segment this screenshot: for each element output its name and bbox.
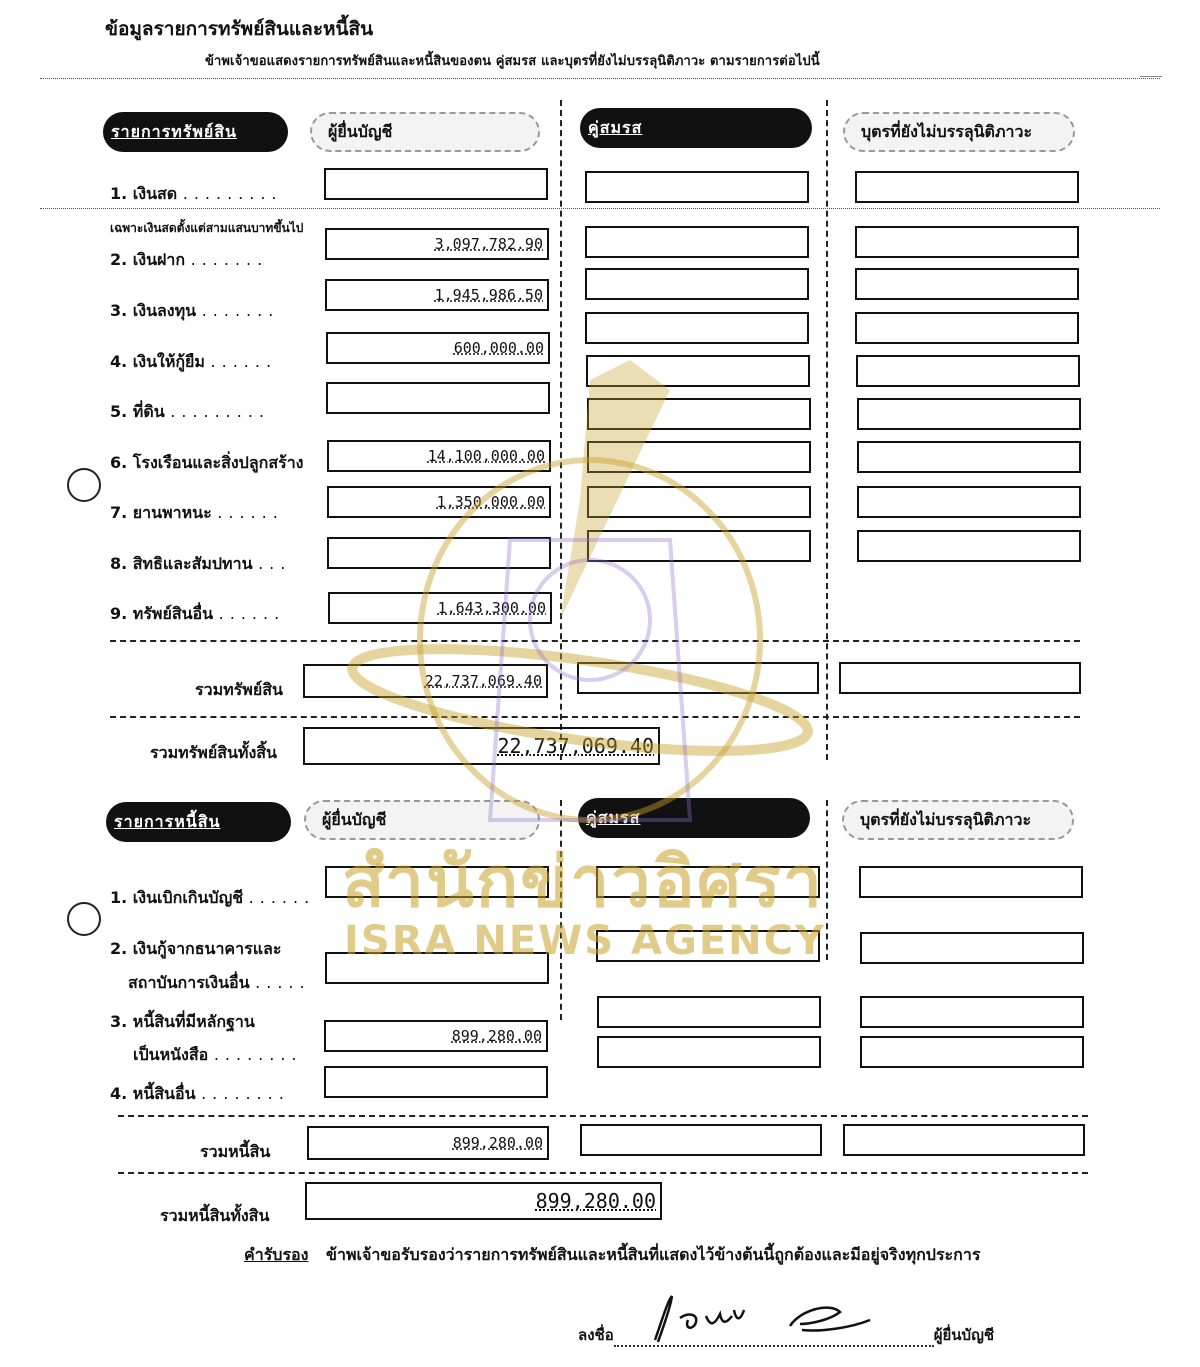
liability-children-3 — [860, 996, 1084, 1028]
asset-label-7: 7. ยานพาหนะ ...... — [110, 503, 284, 522]
sign-label: ลงชื่อ — [578, 1326, 614, 1344]
liabilities-col-spouse: คู่สมรส — [578, 798, 810, 838]
liabilities-grand-divider — [118, 1172, 1088, 1174]
asset-label-2: 2. เงินฝาก ....... — [110, 250, 269, 269]
assets-total-filer: 22,737,069.40 — [303, 664, 548, 698]
assets-total-spouse — [577, 662, 819, 694]
asset-spouse-5 — [586, 355, 810, 387]
asset-children-7 — [857, 441, 1081, 473]
handwritten-signature — [640, 1290, 900, 1350]
asset-filer-3: 1,945,986.50 — [325, 279, 549, 311]
punch-hole — [67, 902, 101, 936]
liabilities-total-children — [843, 1124, 1085, 1156]
column-divider-1 — [560, 100, 562, 760]
asset-label-6: 6. โรงเรือนและสิ่งปลูกสร้าง — [110, 453, 304, 472]
liabilities-grand-total-label: รวมหนี้สินทั้งสิน — [160, 1206, 270, 1225]
liability-children-1 — [859, 866, 1083, 898]
liability-children-4 — [860, 1036, 1084, 1068]
asset-spouse-1 — [585, 171, 809, 203]
liability-filer-3: 899,280.00 — [324, 1020, 548, 1052]
asset-filer-2: 3,097,782.90 — [325, 228, 549, 260]
document-subtitle: ข้าพเจ้าขอแสดงรายการทรัพย์สินและหนี้สินของตน คู่สมรส และบุตรที่ยังไม่บรรลุนิติภาวะ ตามรายการต่อไปนี้ — [205, 54, 820, 69]
certification-heading: คำรับรอง — [244, 1245, 309, 1264]
punch-hole — [67, 468, 101, 502]
asset-filer-5 — [326, 382, 550, 414]
liabilities-total-divider — [118, 1115, 1088, 1117]
asset-spouse-4 — [585, 312, 809, 344]
asset-filer-9: 1,643,300.00 — [328, 592, 552, 624]
assets-total-divider — [110, 640, 1080, 642]
asset-spouse-7 — [587, 441, 811, 473]
assets-col-spouse: คู่สมรส — [580, 108, 812, 148]
asset-label-3: 3. เงินลงทุน ....... — [110, 301, 280, 320]
liability-label-2b: สถาบันการเงินอื่น ..... — [128, 973, 311, 992]
asset-label-8: 8. สิทธิและสัมปทาน ... — [110, 554, 292, 573]
asset-label-9: 9. ทรัพย์สินอื่น ...... — [110, 604, 286, 623]
asset-filer-8 — [327, 537, 551, 569]
liability-label-1: 1. เงินเบิกเกินบัญชี ...... — [110, 888, 316, 907]
asset-children-5 — [856, 355, 1080, 387]
asset-children-6 — [857, 398, 1081, 430]
liabilities-section-label: รายการหนี้สิน — [106, 802, 291, 842]
liability-spouse-4 — [597, 1036, 821, 1068]
asset-children-3 — [855, 268, 1079, 300]
liability-label-4: 4. หนี้สินอื่น ........ — [110, 1084, 290, 1103]
watermark-english-text: ISRA NEWS AGENCY — [344, 918, 826, 964]
assets-total-children — [839, 662, 1081, 694]
liabilities-total-label: รวมหนี้สิน — [200, 1142, 271, 1161]
certification-text: ข้าพเจ้าขอรับรองว่ารายการทรัพย์สินและหนี้สินที่แสดงไว้ข้างต้นนี้ถูกต้องและมีอยู่จริงทุกประการ — [326, 1245, 981, 1264]
margin-mark — [1140, 76, 1162, 77]
liability-label-3b: เป็นหนังสือ ........ — [133, 1045, 303, 1064]
header-divider — [40, 78, 1160, 79]
asset-spouse-8 — [587, 486, 811, 518]
column-divider-2 — [826, 100, 828, 760]
liabilities-col-children: บุตรที่ยังไม่บรรลุนิติภาวะ — [842, 800, 1074, 840]
assets-col-filer: ผู้ยื่นบัญชี — [310, 112, 540, 152]
document-title: ข้อมูลรายการทรัพย์สินและหนี้สิน — [105, 18, 374, 40]
assets-total-label: รวมทรัพย์สิน — [195, 680, 283, 699]
asset-filer-4: 600,000.00 — [326, 332, 550, 364]
assets-col-children: บุตรที่ยังไม่บรรลุนิติภาวะ — [843, 112, 1075, 152]
asset-spouse-2 — [585, 226, 809, 258]
asset-spouse-9 — [587, 530, 811, 562]
cash-note: เฉพาะเงินสดตั้งแต่สามแสนบาทขึ้นไป — [110, 221, 304, 235]
liability-spouse-3 — [597, 996, 821, 1028]
liability-filer-4 — [324, 1066, 548, 1098]
asset-label-5: 5. ที่ดิน ......... — [110, 402, 271, 421]
watermark-thai-text: สำนักข่าวอิศรา — [342, 841, 825, 923]
signer-role: ผู้ยื่นบัญชี — [933, 1326, 995, 1344]
asset-children-1 — [855, 171, 1079, 203]
liability-label-3: 3. หนี้สินที่มีหลักฐาน — [110, 1012, 255, 1031]
asset-filer-6: 14,100,000.00 — [327, 440, 551, 472]
assets-grand-total-label: รวมทรัพย์สินทั้งสิ้น — [150, 743, 277, 762]
liabilities-total-filer: 899,280.00 — [307, 1126, 549, 1160]
column-divider-4 — [826, 800, 828, 960]
assets-grand-total: 22,737,069.40 — [303, 727, 660, 765]
assets-section-label: รายการทรัพย์สิน — [103, 112, 288, 152]
row-divider — [40, 208, 1160, 209]
liabilities-col-filer: ผู้ยื่นบัญชี — [304, 800, 540, 840]
asset-label-1: 1. เงินสด ......... — [110, 184, 283, 203]
asset-spouse-3 — [585, 268, 809, 300]
asset-filer-7: 1,350,000.00 — [327, 486, 551, 518]
asset-label-4: 4. เงินให้กู้ยืม ...... — [110, 352, 278, 371]
certification — [244, 1243, 980, 1268]
asset-children-4 — [855, 312, 1079, 344]
liabilities-grand-total: 899,280.00 — [305, 1182, 662, 1220]
asset-children-9 — [857, 530, 1081, 562]
liability-label-2: 2. เงินกู้จากธนาคารและ — [110, 939, 282, 958]
liability-children-2 — [860, 932, 1084, 964]
asset-filer-1 — [324, 168, 548, 200]
liabilities-total-spouse — [580, 1124, 822, 1156]
asset-children-2 — [855, 226, 1079, 258]
asset-children-8 — [857, 486, 1081, 518]
asset-spouse-6 — [587, 398, 811, 430]
assets-grand-divider — [110, 716, 1080, 718]
